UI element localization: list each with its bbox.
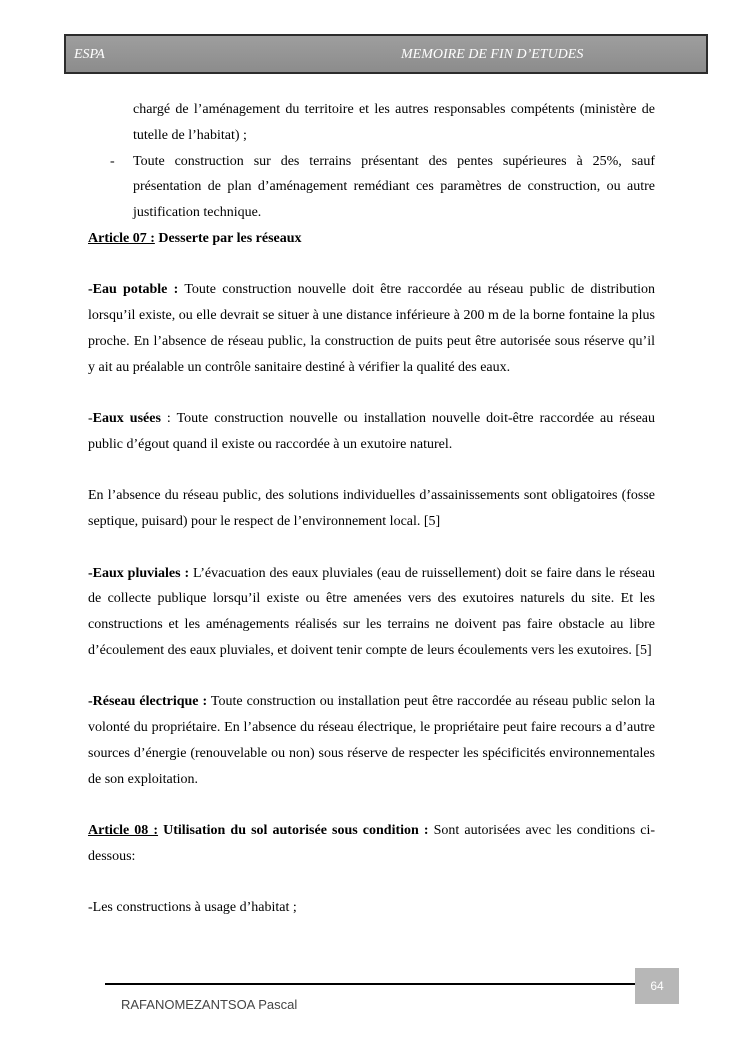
eau-potable-paragraph xyxy=(88,277,655,380)
reseau-electrique-text: Toute construction ou installation peut être raccordée au réseau public selon la volonté du propriétaire. En l’absence du réseau électrique, le propriétaire peut faire recours a d’autre sources d’énergie (renouvelable ou non) sous réserve de respecter les spécificités environnementales de son exploitation. xyxy=(88,694,656,787)
eau-potable-text: Toute construction nouvelle doit être raccordée au réseau public de distribution lorsqu’il existe, ou elle devrait se situer à une distance inférieure à 200 m de la borne fontaine la plus proche. En l’absence de réseau public, la construction de puits peut être autorisée sous réserve qu’il y ait au préalable un contrôle sanitaire destiné à vérifier la qualité des eaux. xyxy=(88,282,655,375)
footer-divider xyxy=(105,983,635,985)
footer-author: RAFANOMEZANTSOA Pascal xyxy=(121,997,298,1012)
eaux-pluviales-label: -Eaux pluviales : xyxy=(88,565,190,581)
reseau-electrique-label: -Réseau électrique : xyxy=(88,694,208,710)
eaux-usees-label: Eaux usées xyxy=(92,411,161,427)
page-header xyxy=(64,34,708,74)
eau-potable-label: -Eau potable : xyxy=(88,282,179,298)
last-list-item: -Les constructions à usage d’habitat ; xyxy=(88,900,297,916)
article-07-title: Desserte par les réseaux xyxy=(154,230,302,246)
header-right: MEMOIRE DE FIN D’ETUDES xyxy=(401,47,584,62)
header-left: ESPA xyxy=(74,47,105,62)
document-body xyxy=(88,97,655,921)
list-item xyxy=(88,149,655,226)
article-07-heading xyxy=(88,226,655,252)
eaux-usees-text: : Toute construction nouvelle ou installation nouvelle doit-être raccordée au réseau public d’égout quand il existe ou raccordée à un exutoire naturel. xyxy=(88,411,655,452)
article-07-label: Article 07 : xyxy=(88,230,155,246)
article-08-title: Utilisation du sol autorisée sous condition : xyxy=(158,823,429,839)
article-08-paragraph xyxy=(88,818,655,870)
bullet-dash: - xyxy=(110,153,115,169)
page-number: 64 xyxy=(635,968,679,1004)
reseau-electrique-paragraph xyxy=(88,689,655,792)
eaux-usees-paragraph xyxy=(88,406,655,458)
eaux-pluviales-paragraph xyxy=(88,561,655,664)
paragraph-continuation: chargé de l’aménagement du territoire et les autres responsables compétents (ministère de tutelle de l’habitat) ; xyxy=(133,102,655,143)
article-08-label: Article 08 : xyxy=(88,823,159,839)
absence-paragraph: En l’absence du réseau public, des solutions individuelles d’assainissements sont obligatoires (fosse septique, puisard) pour le respect de l’environnement local. [5] xyxy=(88,488,655,530)
eaux-pluviales-text: L’évacuation des eaux pluviales (eau de ruissellement) doit se faire dans le réseau de collecte publique lorsqu’il existe ou être amenées vers des exutoires naturels du site. Et les constructions et les aménagements réalisés sur les terrains ne doivent pas faire obstacle au libre d’écoulement des eaux pluviales, et doivent tenir compte de leurs écoulements vers les exutoires. [5] xyxy=(88,565,655,658)
bullet-text: Toute construction sur des terrains présentant des pentes supérieures à 25%, sauf présentation de plan d’aménagement remédiant ces paramètres de construction, ou autre justification technique. xyxy=(133,153,655,221)
eaux-usees-dash: - xyxy=(88,411,93,427)
article-08-text: Sont autorisées avec les conditions ci-dessous: xyxy=(88,823,655,864)
